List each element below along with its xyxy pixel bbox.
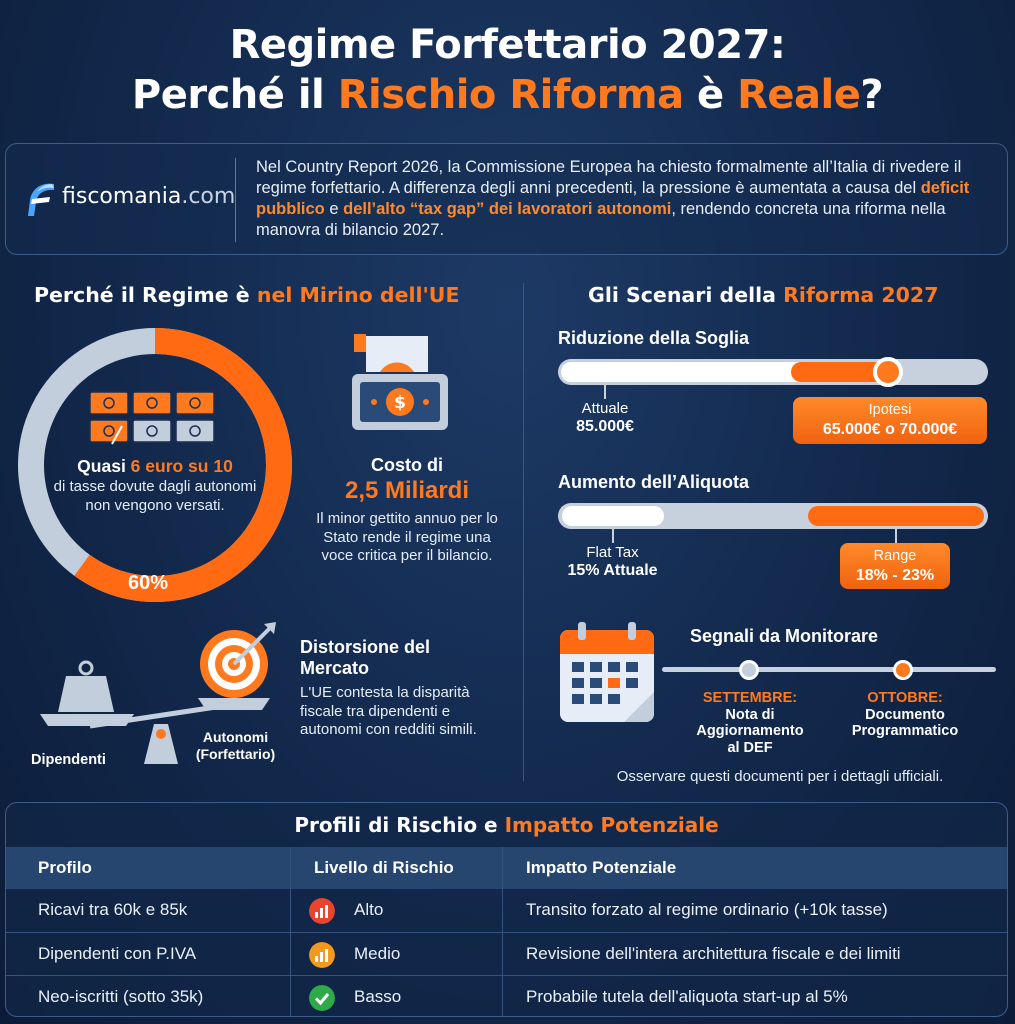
threshold-hypothesis-badge xyxy=(793,397,987,444)
right-heading-text: Gli Scenari della xyxy=(588,283,784,307)
rate-current-label xyxy=(550,544,675,580)
donut-main-highlight: 6 euro su 10 xyxy=(130,456,233,476)
threshold-current-value: 85.000€ xyxy=(576,418,634,435)
threshold-bar xyxy=(558,359,988,385)
cost-title: Costo di xyxy=(371,455,443,475)
table-title-text: Profili di Rischio e xyxy=(294,813,505,837)
title-text: Perché il xyxy=(131,72,338,118)
f-swoosh-logo-icon xyxy=(24,180,58,220)
header-profile: Profilo xyxy=(38,858,92,877)
intro-box xyxy=(5,143,1008,255)
logo-text xyxy=(62,184,235,209)
logo-domain: .com xyxy=(181,184,236,209)
title-highlight: Rischio Riforma xyxy=(337,72,684,118)
tick xyxy=(604,385,606,399)
donut-main-text: Quasi xyxy=(77,456,131,476)
rate-bar xyxy=(558,503,988,529)
october-month: OTTOBRE: xyxy=(867,690,943,706)
bar-chart-medium-icon xyxy=(309,942,335,968)
rate-bar-current xyxy=(562,506,664,526)
donut-caption xyxy=(52,456,258,515)
header-risk-level: Livello di Rischio xyxy=(314,858,454,877)
left-heading-highlight: nel Mirino dell'UE xyxy=(256,283,460,307)
donut-sub: di tasse dovute dagli autonomi non vengono versati. xyxy=(53,478,257,514)
svg-text:$: $ xyxy=(394,393,406,413)
threshold-current-label xyxy=(555,400,655,436)
threshold-current-text: Attuale xyxy=(581,400,629,417)
table-row xyxy=(6,889,1007,932)
right-heading-highlight: Riforma 2027 xyxy=(783,283,939,307)
right-heading xyxy=(588,283,938,307)
table-title xyxy=(6,813,1007,837)
intro-part: e xyxy=(324,200,344,218)
table-title-highlight: Impatto Potenziale xyxy=(504,813,719,837)
cell-level: Basso xyxy=(354,987,402,1006)
distortion-desc: L'UE contesta la disparità fiscale tra dipendenti e autonomi con redditi simili. xyxy=(300,684,477,738)
threshold-title: Riduzione della Soglia xyxy=(558,328,750,348)
title-line-1: Regime Forfettario 2027: xyxy=(229,22,786,68)
intro-part: , rendendo concreta una riforma nella manovra di bilancio 2027. xyxy=(256,200,946,239)
rate-range-value: 18% - 23% xyxy=(855,567,935,584)
cell-level: Alto xyxy=(354,900,384,919)
timeline-dot-october xyxy=(893,660,913,680)
cell-profile: Ricavi tra 60k e 85k xyxy=(38,900,188,919)
title-line-2 xyxy=(0,70,1015,120)
table-header xyxy=(6,847,1007,889)
scale-right-label: Autonomi (Forfettario) xyxy=(195,729,276,762)
table-row xyxy=(6,932,1007,975)
rate-range-label: Range xyxy=(873,548,917,564)
rate-bar-range xyxy=(808,506,984,526)
threshold-knob xyxy=(873,357,903,387)
divider xyxy=(235,158,236,242)
cell-profile: Neo-iscritti (sotto 35k) xyxy=(38,987,204,1006)
rate-current-value: 15% Attuale xyxy=(567,562,658,579)
title-text: è xyxy=(683,72,738,118)
signals-title: Segnali da Monitorare xyxy=(690,626,879,646)
intro-part: Nel Country Report 2026, la Commissione Europea ha chiesto formalmente all’Italia di rivedere il regime forfettario. A differenza degli anni precedenti, la pressione è aumentata a causa del xyxy=(256,158,962,197)
table-row xyxy=(6,975,1007,1017)
cost-desc: Il minor gettito annuo per lo Stato rende il regime una voce critica per il bilancio. xyxy=(316,510,498,564)
cost-amount: 2,5 Miliardi xyxy=(344,477,470,504)
page-title xyxy=(0,20,1015,120)
september-month: SETTEMBRE: xyxy=(702,690,798,706)
donut-percent: 60% xyxy=(128,572,169,594)
intro-highlight: dell’alto “tax gap” dei lavoratori autonomi xyxy=(343,200,672,218)
september-label xyxy=(690,690,810,756)
intro-text xyxy=(256,157,996,241)
check-icon xyxy=(309,985,335,1011)
header-impact: Impatto Potenziale xyxy=(526,858,677,877)
rate-range-badge xyxy=(840,543,950,589)
risk-table xyxy=(5,802,1008,1017)
donut-main xyxy=(52,456,258,477)
tick xyxy=(612,529,614,543)
tick xyxy=(895,529,897,543)
logo[interactable] xyxy=(24,180,236,220)
threshold-hyp-value: 65.000€ o 70.000€ xyxy=(822,421,958,438)
title-text: ? xyxy=(860,72,884,118)
left-heading xyxy=(34,283,459,307)
timeline xyxy=(662,667,996,672)
threshold-hyp-label: Ipotesi xyxy=(868,402,912,418)
intro-highlight: deficit pubblico xyxy=(256,179,970,218)
september-desc: Nota di Aggiornamento al DEF xyxy=(696,706,804,756)
signals-note: Osservare questi documenti per i dettagli ufficiali. xyxy=(616,768,944,785)
rate-title: Aumento dell’Aliquota xyxy=(558,472,749,492)
cell-impact: Probabile tutela dell'aliquota start-up al 5% xyxy=(526,987,848,1006)
cell-profile: Dipendenti con P.IVA xyxy=(38,944,197,963)
cell-impact: Revisione dell'intera architettura fiscale e dei limiti xyxy=(526,944,901,963)
distortion-title: Distorsione del Mercato xyxy=(300,637,431,678)
bar-chart-high-icon xyxy=(309,898,335,924)
title-highlight: Reale xyxy=(737,72,861,118)
cell-level: Medio xyxy=(354,944,401,963)
logo-name: fiscomania xyxy=(62,184,182,209)
left-heading-text: Perché il Regime è xyxy=(34,283,257,307)
october-desc: Documento Programmatico xyxy=(851,706,959,739)
column-divider xyxy=(523,283,524,781)
calendar-icon xyxy=(558,620,658,724)
banknotes-icon xyxy=(88,390,216,446)
money-register-icon xyxy=(350,330,450,432)
scale-left-label: Dipendenti xyxy=(31,752,106,768)
cell-impact: Transito forzato al regime ordinario (+10k tasse) xyxy=(526,900,888,919)
rate-current-text: Flat Tax xyxy=(586,544,639,561)
weight-icon xyxy=(58,662,114,712)
october-label xyxy=(835,690,975,740)
timeline-dot-september xyxy=(739,660,759,680)
